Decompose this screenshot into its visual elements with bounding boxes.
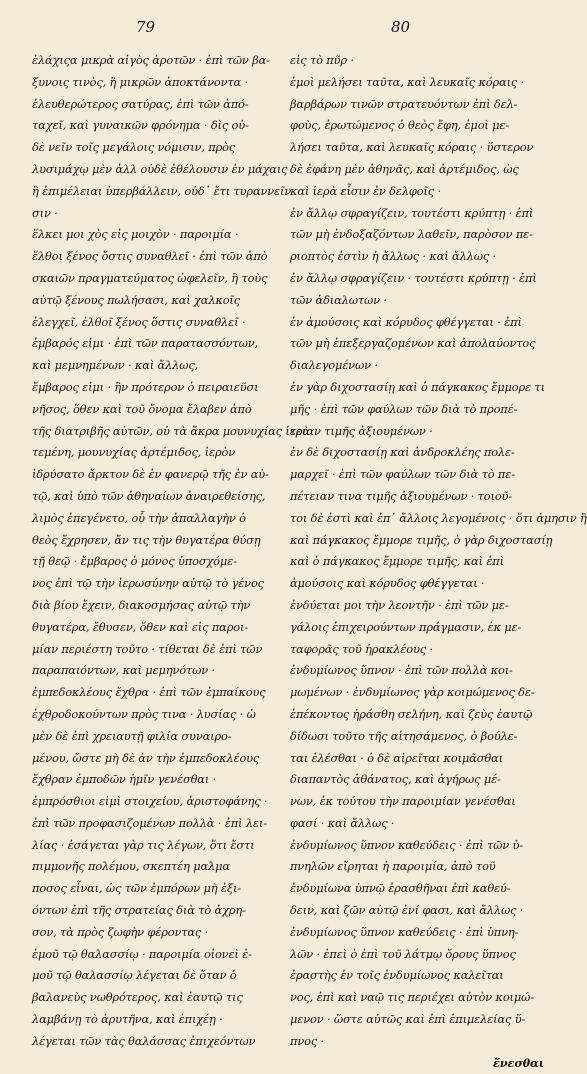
text-line: βαρβάρων τινῶν στρατευόντων ἐπὶ δελ- bbox=[290, 96, 518, 111]
text-line: νῆσος, ὅθεν καὶ τοῦ ὄνομα ἔλαβεν ἀπὸ bbox=[32, 401, 252, 416]
text-line: βαλανεὺς νωθρότερος, καὶ ἑαυτῷ τις bbox=[32, 990, 243, 1005]
text-line: εἰς τὸ πῦρ · bbox=[290, 53, 354, 67]
text-line: τῇ θεῷ · ἔμβαρος ὁ μόνος ὑποσχόμε- bbox=[32, 554, 237, 569]
catchword: ἕνεσθαι bbox=[493, 1055, 544, 1070]
text-line: ἐπέκοντος ἠράσθη σελήνη, καὶ ζεὺς ἐαυτῷ bbox=[290, 706, 533, 721]
text-line: ἐν ἀμούσοις καὶ κόρυδος φθέγγεται · ἐπὶ bbox=[290, 314, 522, 329]
text-line: ἔχθραν ἐμποδῶν ἡμῖν γενέσθαι · bbox=[32, 772, 217, 787]
text-line: καὶ ὁ πάγκακος ἔμμορε τιμῆς, καὶ ἐπὶ bbox=[290, 554, 504, 569]
text-line: πνηλῶν εἴρηται ἡ παροιμία, ἀπὸ τοῦ bbox=[290, 859, 496, 874]
text-line: λέγεται τῶν τὰς θαλάσσας ἐπιχεόντων bbox=[32, 1033, 256, 1048]
text-line: ἐλάχιςα μικρὰ αἰγὸς ἀροτῶν · ἐπὶ τῶν βα- bbox=[32, 53, 270, 67]
text-line: ἐχθροδοκούντων πρὸς τινα · λυσίας · ὡ bbox=[32, 706, 256, 721]
text-line: ριοπτὸς ἐστὶν ἡ ἄλλως · καὶ ἄλλως · bbox=[290, 249, 497, 264]
text-line: ἐμοὶ μελήσει ταῦτα, καὶ λευκαῖς κόραις · bbox=[290, 74, 525, 89]
text-line: τῷ, καὶ ὑπὸ τῶν ἀθηναίων ἀναιρεθείσης, bbox=[32, 488, 266, 503]
text-line: ἕλκει μοι χὸς εἰς μοιχὸν · παροιμία · bbox=[32, 227, 239, 242]
text-line: ἐμπεδοκλέους ἔχθρα · ἐπὶ τῶν ἐμπαίκους bbox=[32, 685, 266, 700]
text-line: τειαν τιμῆς ἀξιουμένων · bbox=[290, 423, 433, 438]
text-line: ἔμβαρος εἰμι · ἣν πρότερον ὁ πειραιεῦσι bbox=[32, 379, 259, 394]
text-line: ἱδρύσατο ἄρκτον δὲ ἐν φανερῷ τῆς ἐν αὐ- bbox=[32, 467, 269, 482]
page-number-left: 79 bbox=[136, 18, 156, 36]
text-line: καὶ πάγκακος ἔμμορε τιμῆς, ὁ γὰρ διχοστασίῃ bbox=[290, 532, 553, 547]
text-line: σιν · bbox=[32, 205, 58, 220]
text-line: ἕλθοι ξένος ὅστις συναθλεῖ · ἐπὶ τῶν ἀπὸ bbox=[32, 249, 268, 264]
text-line: σκαιῶν πραγματεύματος ὠφελεῖν, ἢ τοὺς bbox=[32, 270, 268, 285]
text-line: γάλοις ἐπιχειρούντων πράγμασιν, ἐκ με- bbox=[290, 619, 522, 634]
text-line: καὶ ἱερὰ εἶσιν ἐν δελφοῖς · bbox=[290, 183, 441, 198]
text-line: νων, ἐκ τούτου τὴν παροιμίαν γενέσθαι bbox=[290, 794, 516, 809]
text-line: ἐν ἄλλῳ σφραγίζειν, τουτέστι κρύπτῃ · ἐπὶ bbox=[290, 205, 534, 220]
text-line: λιμὸς ἐπεγένετο, οὗ τὴν ἀπαλλαγὴν ὁ bbox=[32, 510, 246, 525]
text-line: ἐλεγχεῖ, ἐλθοῖ ξένος ὅστις συναθλεῖ · bbox=[32, 314, 246, 329]
text-line: ἐλευθερώτερος σατύρας, ἐπὶ τῶν ἀπό- bbox=[32, 96, 249, 111]
text-line: διαλεγομένων · bbox=[290, 358, 378, 373]
text-line: ταχεῖ, καὶ γυναικῶν φρόνημα · δὶς οὐ- bbox=[32, 118, 249, 133]
text-line: τῶν μὴ ἐνδοξαζόντων λαθεῖν, παρὸσον πε- bbox=[290, 227, 533, 242]
text-line: ξυνοις τινὸς, ἢ μικρῶν ἀποκτάνοντα · bbox=[32, 74, 248, 89]
text-line: θεὸς ἔχρησεν, ἄν τις τὴν θυγατέρα θύσῃ bbox=[32, 532, 261, 547]
text-line: λίας · ἐσάγεται γὰρ τις λέγων, ὅτι ἔστι bbox=[32, 837, 255, 852]
text-line: τεμένη, μουνυχίας ἀρτέμιδος, ἱερὸν bbox=[32, 445, 235, 460]
text-line: καὶ μεμνημένων · καὶ ἄλλως, bbox=[32, 358, 199, 373]
text-line: ἐνδύεται μοι τὴν λεοντῆν · ἐπὶ τῶν με- bbox=[290, 597, 509, 612]
text-line: ταφορᾶς τοῦ ἡρακλέους · bbox=[290, 641, 433, 656]
text-line: μενον · ὥστε αὐτῶς καὶ ἐπὶ ἐπιμελείας ὕ- bbox=[290, 1012, 526, 1027]
text-line: θυγατέρα, ἔθυσεν, ὅθεν καὶ εἰς παροι- bbox=[32, 619, 248, 634]
text-line: φασί · καὶ ἄλλως · bbox=[290, 815, 395, 830]
text-line: λυσιμάχῳ μὲν ἀλλ οὐδὲ ἐθέλουσιν ἐν μάχαις bbox=[32, 161, 288, 176]
text-line: τοι δὲ ἐστὶ καὶ ἐπ᾽ ἄλλοις λεγομένοις · ὅτι ἀμησιν ἢ bbox=[290, 510, 587, 525]
text-line: ἐμοῦ τῷ θαλασσίῳ · παροιμία οἰονεὶ ἐ- bbox=[32, 946, 252, 961]
text-line: ἢ ἐπιμέλειαι ὑπερβάλλειν, οὐδ᾽ ἔτι τυραννεῖν bbox=[32, 183, 292, 198]
text-line: πνος · bbox=[290, 1033, 324, 1048]
text-line: φοὺς, ἐρωτώμενος ὁ θεὸς ἔφη, ἐμοὶ με- bbox=[290, 118, 510, 133]
text-line: παραπαιόντων, καὶ μεμηνότων · bbox=[32, 663, 215, 678]
text-line: τῆς διατριβῆς αὐτῶν, οὐ τὰ ἄκρα μουνυχίας ἱερὰ bbox=[32, 423, 310, 438]
text-line: πιμμονῆς πολέμου, σκεπτέη μαλμα bbox=[32, 859, 230, 874]
text-line: ἐν γὰρ διχοστασίῃ καὶ ὁ πάγκακος ἔμμορε τι bbox=[290, 379, 545, 394]
text-line: μῆς · ἐπὶ τῶν φαύλων τῶν διὰ τὸ προπέ- bbox=[290, 401, 518, 416]
text-line: ἐμβαρός εἰμι · ἐπὶ τῶν παρατασσόντων, bbox=[32, 336, 258, 351]
text-line: δὲ ἐφάνη μὲν ἀθηνᾶς, καὶ ἀρτέμιδος, ὡς bbox=[290, 161, 519, 176]
text-line: ἐν ἄλλῳ σφραγίζειν · τουτέστι κρύπτῃ · ἐπὶ bbox=[290, 270, 537, 285]
text-line: ται ἑλέσθαι · ὁ δὲ αἱρεῖται κοιμᾶσθαι bbox=[290, 750, 503, 765]
text-line: μαρχεῖ · ἐπὶ τῶν φαύλων τῶν διὰ τὸ πε- bbox=[290, 467, 515, 482]
text-line: ἐν δὲ διχοστασίῃ καὶ ἀνδροκλέης πολε- bbox=[290, 445, 515, 460]
text-line: ἐνδυμίωνος ὕπνον καθεύδεις · ἐπὶ τῶν ὑ- bbox=[290, 837, 523, 852]
page-number-right: 80 bbox=[391, 18, 411, 36]
text-line: αὐτῷ ξένους πωλήσασι, καὶ χαλκοῖς bbox=[32, 292, 240, 307]
text-line: ἐραστὴς ἐν τοῖς ἐνδυμίωνος καλεῖται bbox=[290, 968, 504, 983]
text-line: ἀμούσοις καὶ κόρυδος φθέγγεται · bbox=[290, 576, 485, 591]
text-line: μένου, ὥστε μὴ δὲ ἀν τὴν ἐμπεδοκλέους bbox=[32, 750, 260, 765]
text-line: ἐπὶ τῶν προφασιζομένων πολλὰ · ἐπὶ λει- bbox=[32, 815, 267, 830]
text-line: διὰ βίου ἔχειν, διακοσμήσας αὐτῷ τὴν bbox=[32, 597, 251, 612]
text-line: δίδωσι τοῦτο τῆς αἰτησάμενος, ὁ βούλε- bbox=[290, 728, 518, 743]
text-line: ἐμπρόσθιοι εἰμὶ στοιχείου, ἀριστοφάνης · bbox=[32, 794, 268, 809]
text-line: σον, τὰ πρὸς ζωφὴν φέροντας · bbox=[32, 924, 209, 939]
text-line: ἐνδυμίωνα ὑπνῷ ἐρασθῆναι ἐπὶ καθεύ- bbox=[290, 881, 511, 896]
text-line: λαμβάνῃ τὸ ἀρυτῆνα, καὶ ἐπιχέῃ · bbox=[32, 1012, 223, 1027]
text-line: τῶν μὴ ἐπεξεργαζομένων καὶ ἀπολαύοντος bbox=[290, 336, 536, 351]
text-line: μὲν δὲ ἐπὶ χρειαυτῇ φιλία συναιρο- bbox=[32, 728, 232, 743]
text-line: διαπαντὸς ἀθάνατος, καὶ ἀγήρως μέ- bbox=[290, 772, 501, 787]
text-line: ποσος εἶναι, ὡς τῶν ἐμπόρων μὴ ἐξι- bbox=[32, 881, 241, 896]
text-line: μοῦ τῷ θαλασσίῳ λέγεται δὲ ὅταν ὁ bbox=[32, 968, 237, 983]
text-line: νος, ἐπὶ καὶ ναῷ τις περιέχει αὐτὸν κοιμώ- bbox=[290, 990, 534, 1005]
text-line: λῶν · ἐπεὶ ὁ ἐπὶ τοῦ λάτμῳ ὄρους ὕπνος bbox=[290, 946, 516, 961]
text-line: ἐνδυμίωνος ὕπνον · ἐπὶ τῶν πολλὰ κοι- bbox=[290, 663, 513, 678]
text-line: μωμένων · ἐνδυμίωνος γὰρ κοιμώμενος δε- bbox=[290, 685, 535, 700]
text-line: όντων ἐπὶ τῆς στρατείας διὰ τὸ ἀχρη- bbox=[32, 903, 246, 918]
text-line: νος ἐπὶ τῷ τὴν ἱερωσύνην αὐτῷ τὸ γένος bbox=[32, 576, 264, 591]
text-line: ἐνδυμίωνος ὕπνον καθεύδεις · ἐπὶ ὑπνη- bbox=[290, 924, 519, 939]
text-line: μίαν περιέστη τοῦτο · τίθεται δὲ ἐπὶ τῶν bbox=[32, 641, 263, 656]
text-line: δειν, καὶ ζῶν αὐτῷ ἐνί φασι, καὶ ἄλλως · bbox=[290, 903, 524, 918]
right-text-column bbox=[290, 50, 587, 1074]
text-line: πέτειαν τινα τιμῆς ἀξιουμένων · τοιοῦ- bbox=[290, 488, 513, 503]
text-line: λήσει ταῦτα, καὶ λευκαῖς κόραις · ὕστερον bbox=[290, 140, 534, 155]
text-line: τῶν ἀδιαλωτων · bbox=[290, 292, 387, 307]
text-line: δὲ νεῖν τοῖς μεγάλοις νόμισιν, πρὸς bbox=[32, 140, 236, 155]
